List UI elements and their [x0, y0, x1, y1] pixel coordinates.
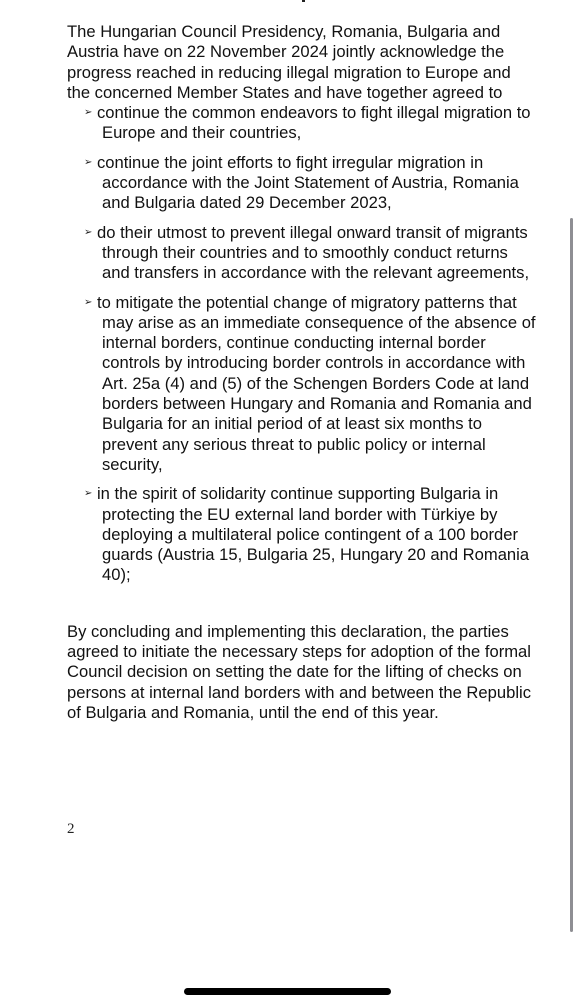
list-item [67, 484, 537, 585]
cut-off-text-fragment [302, 0, 305, 2]
list-item [67, 223, 537, 284]
list-item [67, 153, 537, 214]
list-item-text: do their utmost to prevent illegal onward transit of migrants through their countries and to smoothly conduct returns and transfers in accordance with the relevant agreements, [97, 222, 530, 283]
arrow-bullet-icon: ➢ [84, 156, 93, 168]
home-indicator[interactable] [184, 988, 391, 995]
document-body [67, 22, 537, 723]
list-item [67, 293, 537, 476]
list-item [67, 103, 537, 144]
list-item-text: to mitigate the potential change of migratory patterns that may arise as an immediate consequence of the absence of internal borders, continue conducting internal border controls by introducing border controls in accordance with Art. 25a (4) and (5) of the Schengen Borders Code at land borders between Hungary and Romania and Romania and Bulgaria for an initial period of at least six months to prevent any serious threat to public policy or internal security, [97, 292, 536, 474]
agreement-list [67, 103, 537, 586]
intro-paragraph: The Hungarian Council Presidency, Romania, Bulgaria and Austria have on 22 November 2024 jointly acknowledge the progress reached in reducing illegal migration to Europe and the concerned Member States and have together agreed to [67, 22, 511, 102]
list-item-text: continue the joint efforts to fight irregular migration in accordance with the Joint Statement of Austria, Romania and Bulgaria dated 29 December 2023, [97, 152, 519, 213]
scrollbar[interactable] [570, 218, 573, 932]
arrow-bullet-icon: ➢ [84, 107, 93, 119]
arrow-bullet-icon: ➢ [84, 296, 93, 308]
list-item-text: in the spirit of solidarity continue supporting Bulgaria in protecting the EU external land border with Türkiye by deploying a multilateral police contingent of a 100 border guards (Austria 15, Bulgaria 25, Hungary 20 and Romania 40); [97, 484, 530, 585]
arrow-bullet-icon: ➢ [84, 488, 93, 500]
arrow-bullet-icon: ➢ [84, 226, 93, 238]
page-number: 2 [67, 821, 75, 837]
list-item-text: continue the common endeavors to fight illegal migration to Europe and their countries, [97, 103, 531, 143]
conclusion-paragraph: By concluding and implementing this declaration, the parties agreed to initiate the necessary steps for adoption of the formal Council decision on setting the date for the lifting of checks on persons at internal land borders with and between the Republic of Bulgaria and Romania, until the end of this year. [67, 621, 531, 722]
